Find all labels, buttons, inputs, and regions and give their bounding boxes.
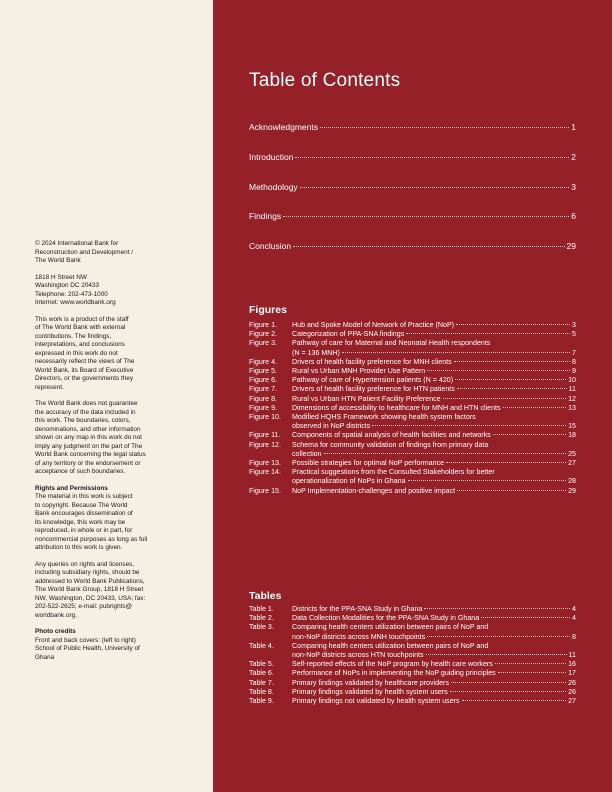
leader-dots [320, 127, 569, 128]
figure-page: 28 [568, 477, 576, 486]
legal-panel [0, 0, 213, 792]
toc-entry-page: 6 [571, 211, 576, 221]
table-page: 26 [568, 687, 576, 696]
legal-line: NW, Washington, DC 20433, USA; fax: [35, 594, 146, 602]
legal-line: The World Bank Group, 1818 H Street [35, 586, 144, 593]
leader-dots [462, 700, 567, 701]
product-disclaimer [35, 316, 185, 393]
figure-page: 9 [572, 367, 576, 376]
figure-entry[interactable] [249, 413, 576, 431]
toc-entry-page: 3 [571, 182, 576, 192]
table-entry[interactable] [249, 642, 576, 660]
figure-title-line: Rural vs Urban MNH Provider Use Pattern [292, 367, 426, 376]
legal-line: worldbank.org. [35, 611, 77, 619]
legal-line: expressed in this work do not [35, 349, 118, 357]
figure-page: 15 [568, 422, 576, 431]
legal-line: World Bank, its Board of Executive [35, 366, 134, 374]
toc-entry-label: Findings [249, 211, 282, 221]
legal-line: 1818 H Street NW [35, 273, 87, 281]
copyright-block [35, 240, 185, 266]
legal-line: This work is a product of the staff [35, 315, 129, 323]
legal-line: of any territory or the endorsement or [35, 459, 141, 467]
table-title-line: Primary findings not validated by health system users [292, 697, 460, 706]
legal-line: of The World Bank with external [35, 324, 126, 331]
leader-dots [295, 157, 569, 158]
figure-page: 8 [572, 357, 576, 366]
page-title: Table of Contents [249, 70, 401, 91]
table-number: Table 2. [249, 614, 274, 623]
table-page: 4 [572, 605, 576, 613]
table-page: 26 [568, 678, 576, 687]
figure-page: 25 [568, 449, 576, 458]
legal-line: noncommercial purposes as long as full [35, 535, 148, 543]
toc-entry-label: Methodology [249, 182, 298, 192]
table-title-line: non-NoP districts across HTN touchpoints [292, 651, 424, 660]
leader-dots [324, 453, 567, 454]
guarantee-disclaimer [35, 400, 185, 477]
leader-dots [342, 352, 570, 353]
toc-entry-findings[interactable] [249, 211, 576, 221]
figure-page: 29 [568, 486, 576, 495]
figure-title-line: (N = 136 MNH) [292, 348, 340, 357]
figure-title-line: Categorization of PPA-SNA findings [292, 330, 405, 339]
table-page: 11 [568, 651, 576, 660]
toc-entry-page: 1 [571, 122, 576, 132]
figure-title-line: Components of spatial analysis of health facilities and networks [292, 431, 491, 440]
figure-number: Figure 14. [249, 468, 281, 477]
figure-entry[interactable] [249, 404, 576, 413]
table-title-line: Self-reported effects of the NoP program by health care workers [292, 660, 493, 669]
figure-number: Figure 12. [249, 440, 281, 449]
leader-dots [451, 682, 566, 683]
legal-line: its knowledge, this work may be [35, 518, 126, 526]
table-number: Table 8. [249, 687, 274, 696]
photo-credits-block [35, 628, 185, 662]
table-entry[interactable] [249, 688, 576, 697]
legal-line: acceptance of such boundaries. [35, 468, 126, 475]
legal-line: Reconstruction and Development / [35, 248, 134, 256]
table-page: 17 [568, 669, 576, 678]
leader-dots [503, 407, 567, 408]
legal-line: Washington DC 20433 [35, 282, 100, 289]
legal-line: to copyright. Because The World [35, 501, 128, 509]
figure-title-line: observed in NoP districts [292, 422, 371, 431]
leader-dots [426, 654, 567, 655]
figure-entry[interactable] [249, 487, 576, 496]
legal-line: Any queries on rights and licenses, [35, 560, 135, 568]
leader-dots [455, 379, 566, 380]
toc-entry-label: Acknowledgments [249, 122, 318, 132]
legal-line: School of Public Health, University of [35, 645, 140, 652]
table-page: 27 [568, 697, 576, 706]
leader-dots [498, 672, 566, 673]
table-number: Table 5. [249, 660, 274, 669]
figure-number: Figure 2. [249, 330, 277, 339]
figure-number: Figure 1. [249, 321, 277, 329]
leader-dots [495, 663, 566, 664]
legal-line: contributions. The findings, [35, 332, 112, 340]
table-title-line: Primary findings validated by health system users [292, 687, 448, 696]
table-entry[interactable] [249, 679, 576, 688]
legal-line: The World Bank does not guarantee [35, 400, 138, 407]
leader-dots [493, 434, 566, 435]
leader-dots [283, 216, 569, 217]
leader-dots [457, 490, 566, 491]
figure-entry[interactable] [249, 330, 576, 339]
legal-line: shown on any map in this work do not [35, 434, 142, 441]
figure-number: Figure 11. [249, 431, 281, 440]
legal-line: Front and back covers: (left to right) [35, 636, 136, 644]
legal-line: Internet: www.worldbank.org [35, 299, 116, 306]
figure-number: Figure 6. [249, 376, 277, 385]
table-title-line: Performance of NoPs in implementing the NoP guiding principles [292, 669, 496, 678]
figure-title-line: Drivers of health facility preference for HTN patients [292, 385, 455, 394]
figure-number: Figure 3. [249, 339, 277, 348]
legal-line: interpretations, and conclusions [35, 341, 125, 348]
figure-page: 7 [572, 348, 576, 357]
figure-title-line: Pathway of care of Hypertension patients (N = 420) [292, 376, 454, 385]
table-entry[interactable] [249, 605, 576, 614]
leader-dots [450, 691, 566, 692]
table-number: Table 4. [249, 641, 274, 650]
leader-dots [293, 246, 564, 247]
table-number: Table 3. [249, 623, 274, 632]
toc-entry-label: Conclusion [249, 241, 292, 251]
toc-entry-introduction[interactable] [249, 152, 576, 162]
figure-title-line: Pathway of care for Maternal and Neonatal Health respondents [292, 339, 491, 348]
figure-entry[interactable] [249, 321, 576, 330]
legal-line: Directors, or the governments they [35, 375, 134, 382]
figure-page: 12 [568, 394, 576, 403]
figure-entry[interactable] [249, 376, 576, 385]
address-block [35, 274, 185, 308]
toc-entry-acknowledgments[interactable] [249, 122, 576, 132]
figures-list [249, 321, 576, 496]
figure-entry[interactable] [249, 431, 576, 440]
figure-page: 27 [568, 459, 576, 468]
table-title-line: Primary findings validated by healthcare providers [292, 678, 449, 687]
rights-block [35, 485, 185, 553]
figure-title-line: Modified HQHS Framework showing health system factors [292, 413, 476, 422]
legal-line: denominations, and other information [35, 425, 141, 433]
figure-title-line: collection [292, 449, 322, 458]
leader-dots [443, 398, 566, 399]
legal-line: The World Bank [35, 257, 81, 264]
figure-page: 18 [568, 431, 576, 440]
figure-entry[interactable] [249, 468, 576, 486]
photo-credits-heading: Photo credits [35, 628, 76, 635]
figure-entry[interactable] [249, 385, 576, 394]
figure-number: Figure 7. [249, 385, 277, 394]
rights-heading: Rights and Permissions [35, 484, 108, 492]
figure-number: Figure 15. [249, 486, 281, 495]
table-entry[interactable] [249, 614, 576, 623]
legal-line: World Bank concerning the legal status [35, 451, 146, 458]
figure-title-line: Possible strategies for optimal NoP performance [292, 459, 445, 468]
legal-line: Ghana [35, 653, 55, 661]
table-entry[interactable] [249, 660, 576, 669]
legal-line: Telephone: 202-473-1000 [35, 290, 108, 298]
figure-entry[interactable] [249, 358, 576, 367]
table-page: 8 [572, 632, 576, 641]
figure-entry[interactable] [249, 395, 576, 404]
table-title-line: non-NoP districts across MNH touchpoints [292, 632, 426, 641]
table-page: 16 [568, 660, 576, 669]
leader-dots [406, 333, 570, 334]
figure-number: Figure 4. [249, 357, 277, 366]
table-title-line: Districts for the PPA-SNA Study in Ghana [292, 605, 423, 613]
toc-entry-page: 2 [571, 152, 576, 162]
legal-line: this work. The boundaries, colors, [35, 417, 131, 424]
figure-title-line: NoP Implementation-challenges and positive impact [292, 486, 456, 495]
toc-panel [213, 0, 612, 792]
legal-line: attribution to this work is given. [35, 544, 123, 551]
figure-page: 5 [572, 330, 576, 339]
leader-dots [300, 187, 570, 188]
figures-heading: Figures [249, 304, 287, 316]
table-entry[interactable] [249, 669, 576, 678]
figure-number: Figure 8. [249, 394, 277, 403]
table-entry[interactable] [249, 697, 576, 706]
leader-dots [427, 370, 570, 371]
legal-line: the accuracy of the data included in [35, 408, 136, 416]
figure-entry[interactable] [249, 367, 576, 376]
figure-page: 13 [568, 403, 576, 412]
table-number: Table 6. [249, 669, 274, 678]
leader-dots [446, 462, 566, 463]
figure-number: Figure 9. [249, 403, 277, 412]
figure-entry[interactable] [249, 459, 576, 468]
queries-block [35, 561, 185, 621]
table-number: Table 9. [249, 697, 274, 706]
figure-entry[interactable] [249, 441, 576, 459]
legal-line: necessarily reflect the views of The [35, 358, 135, 365]
figure-number: Figure 13. [249, 459, 281, 468]
leader-dots [457, 388, 567, 389]
figure-number: Figure 10. [249, 413, 281, 422]
leader-dots [408, 480, 567, 481]
leader-dots [481, 617, 570, 618]
figure-number: Figure 5. [249, 367, 277, 376]
figure-title-line: Schema for community validation of findings from primary data [292, 440, 489, 449]
leader-dots [427, 636, 570, 637]
figure-title-line: Dimensions of accessibility to healthcare for MNH and HTN clients [292, 403, 501, 412]
table-title-line: Comparing health centers utilization between pairs of NoP and [292, 641, 489, 650]
legal-line: imply any judgment on the part of The [35, 442, 143, 450]
toc-entry-label: Introduction [249, 152, 294, 162]
table-number: Table 1. [249, 605, 274, 613]
figure-page: 10 [568, 376, 576, 385]
figure-title-line: Drivers of health facility preference for MNH clients [292, 357, 452, 366]
legal-line: including subsidiary rights, should be [35, 569, 140, 576]
table-page: 4 [572, 614, 576, 623]
table-entry[interactable] [249, 623, 576, 641]
figure-title-line: Rural vs Urban HTN Patient Facility Preference [292, 394, 441, 403]
figure-entry[interactable] [249, 339, 576, 357]
figure-page: 11 [568, 385, 576, 394]
legal-notice [35, 240, 185, 670]
leader-dots [372, 425, 566, 426]
toc-entry-conclusion[interactable] [249, 241, 576, 251]
legal-line: reproduced, in whole or in part, for [35, 527, 133, 534]
tables-list [249, 605, 576, 706]
figure-title-line: Hub and Spoke Model of Network of Practice (NoP) [292, 321, 455, 329]
table-number: Table 7. [249, 678, 274, 687]
tables-heading: Tables [249, 590, 282, 602]
rights-text [35, 493, 185, 553]
legal-line: 202-522-2625; e-mail: pubrights@ [35, 603, 133, 610]
legal-line: addressed to World Bank Publications, [35, 577, 145, 585]
legal-line: represent. [35, 383, 64, 391]
figure-title-line: operationalization of NoPs in Ghana [292, 477, 406, 486]
legal-line: The material in this work is subject [35, 493, 133, 500]
leader-dots [454, 361, 570, 362]
leader-dots [424, 608, 570, 609]
legal-line: © 2024 International Bank for [35, 240, 119, 247]
figure-page: 3 [572, 321, 576, 329]
table-title-line: Comparing health centers utilization between pairs of NoP and [292, 623, 489, 632]
figure-title-line: Practical suggestions from the Consulted Stakeholders for better [292, 468, 495, 477]
leader-dots [456, 324, 570, 325]
photo-credits-text [35, 637, 185, 663]
toc-entry-page: 29 [566, 241, 576, 251]
legal-line: Bank encourages dissemination of [35, 510, 133, 517]
toc-entry-methodology[interactable] [249, 182, 576, 192]
table-title-line: Data Collection Modalities for the PPA-SNA Study in Ghana [292, 614, 480, 623]
